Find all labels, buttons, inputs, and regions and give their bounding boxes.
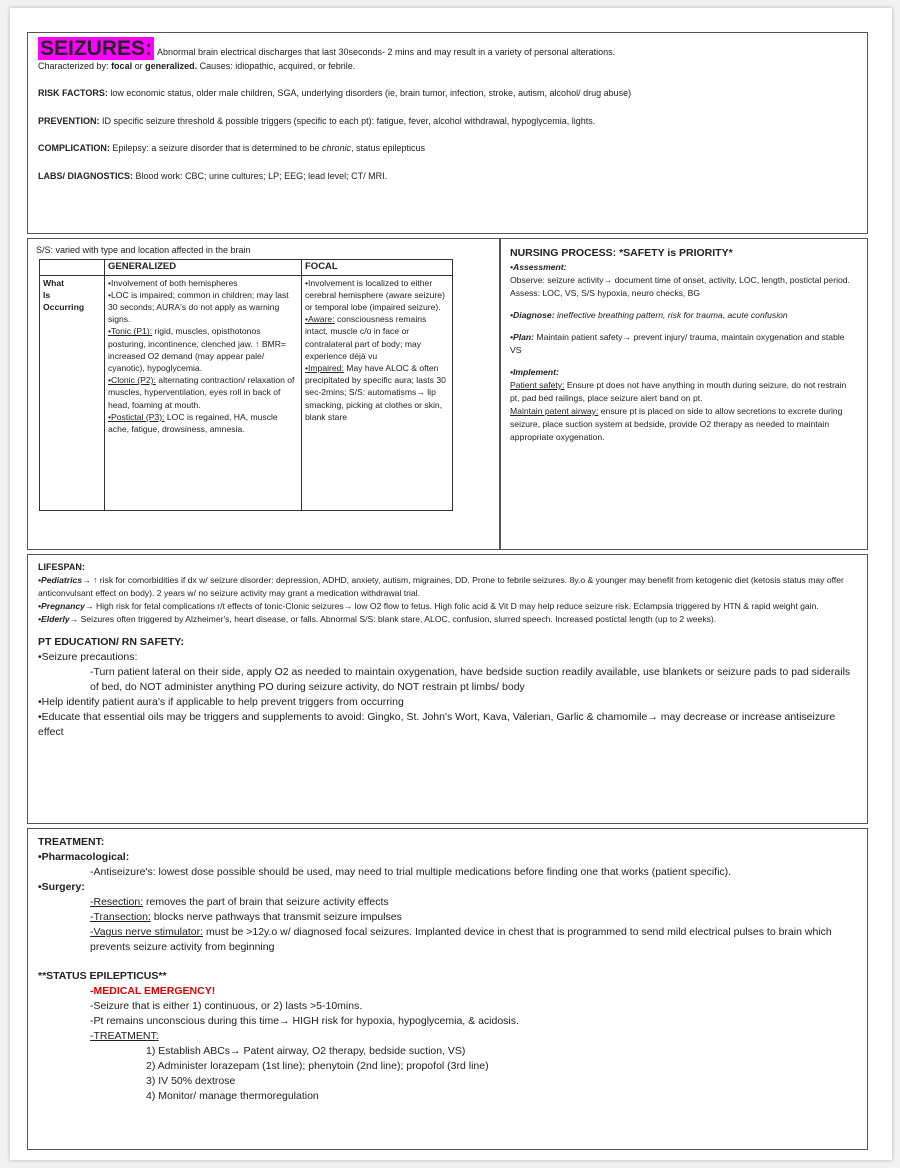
clonic-text: alternating contraction/ relaxation of muscles, hyperventilation, eyes roll in back of head, foaming at mouth.	[108, 375, 295, 410]
education-item: •Educate that essential oils may be triggers and supplements to avoid: Gingko, St. John's Wort, Kava, Valerian, Garlic & chamomile→ may decrease or increase antiseizure effect	[38, 711, 836, 739]
tonic-phase	[108, 325, 298, 374]
prevention-label: PREVENTION:	[38, 115, 100, 126]
education-item: •Help identify patient aura's if applicable to help prevent triggers from occurring	[38, 696, 404, 709]
table-corner	[40, 260, 105, 275]
ss-heading: S/S: varied with type and location affected in the brain	[36, 245, 251, 255]
labs-diagnostics	[38, 170, 857, 183]
definition-line	[38, 37, 857, 60]
aware-type	[305, 313, 449, 362]
pharm-label: •Pharmacological:	[38, 851, 130, 863]
impaired-type	[305, 362, 449, 423]
transection-label: -Transection:	[90, 911, 151, 923]
assessment-assess: Assess: LOC, VS, S/S hypoxia, neuro checks, BG	[510, 288, 701, 298]
elderly-text: Seizures often triggered by Alzheimer's, heart disease, or falls. Abnormal S/S: blank stare, ALOC, confusion, slurred speech. Increased postictal length (up to 2 weeks).	[80, 614, 717, 625]
impaired-text: May have ALOC & often precipitated by specific aura; lasts 30 sec-2mins; S/S: automatisms→ lip smacking, picking at clothes or skin, blank stare	[305, 363, 446, 422]
characterized-line	[38, 60, 857, 73]
clonic-phase	[108, 374, 298, 411]
status-step: 2) Administer lorazepam (1st line); phenytoin (2nd line); propofol (3rd line)	[146, 1060, 489, 1072]
row-label-line: Is	[43, 289, 51, 300]
generalized-term: generalized.	[145, 61, 198, 71]
tonic-text: rigid, muscles, opisthotonos posturing, incontinence, clenched jaw. ↑ BMR= increased O2 demand (may appear pale/ cyanotic), hypoglycemia.	[108, 326, 286, 374]
implement-label: •Implement:	[510, 367, 559, 377]
row-label-line: What	[43, 277, 65, 288]
nursing-process-section	[500, 238, 868, 550]
lifespan-education-section	[27, 554, 868, 824]
status-emergency: -MEDICAL EMERGENCY!	[90, 985, 216, 997]
focal-cell	[302, 275, 453, 510]
col-focal: FOCAL	[302, 260, 453, 275]
pediatrics-text: ↑ risk for comorbidities if dx w/ seizure disorder: depression, ADHD, anxiety, autism, migraines, DD. Prone to febrile seizures. 8y.o & younger may benefit from ketogenic diet (ketosis status may offer anticonvulsant effect on body). 2 years w/ no seizure activity may grant a medication withdrawal trial.	[38, 575, 844, 599]
plan-text: Maintain patient safety→ prevent injury/ trauma, maintain oxygenation and stable VS	[510, 332, 845, 355]
pharm-text: -Antiseizure's: lowest dose possible should be used, may need to trial multiple medications before finding one that works (patient specific).	[90, 866, 732, 878]
elderly	[38, 613, 857, 626]
definition-text: Abnormal brain electrical discharges that last 30seconds- 2 mins and may result in a variety of personal alterations.	[156, 47, 616, 57]
education-item: •Seizure precautions:	[38, 651, 138, 664]
complication	[38, 142, 857, 155]
page-title: SEIZURES:	[40, 37, 153, 60]
generalized-cell	[105, 275, 302, 510]
surgery-label: •Surgery:	[38, 881, 85, 893]
vagus-text: must be >12y.o w/ diagnosed focal seizures. Implanted device in chest that is programmed to send mild electrical pulses to brain which prevents seizure activity from beginning	[90, 926, 832, 953]
plan	[510, 331, 858, 357]
pregnancy	[38, 600, 857, 613]
pregnancy-label: •Pregnancy→	[38, 601, 94, 612]
vagus-stimulator	[38, 925, 857, 955]
tonic-label: •Tonic (P1):	[108, 326, 153, 337]
patient-safety	[510, 379, 858, 405]
focal-term: focal	[111, 61, 133, 71]
resection	[38, 895, 857, 910]
nursing-heading: NURSING PROCESS: *SAFETY is PRIORITY*	[510, 247, 733, 259]
cell-line: •Involvement of both hemispheres	[108, 277, 238, 288]
complication-label: COMPLICATION:	[38, 143, 110, 154]
postictal-text: LOC is regained, HA, muscle ache, fatigue, drowsiness, amnesia.	[108, 411, 278, 435]
complication-text: Epilepsy: a seizure disorder that is determined to be	[112, 143, 320, 154]
status-step: 3) IV 50% dextrose	[146, 1075, 236, 1087]
plan-label: •Plan:	[510, 332, 535, 342]
assessment-label: •Assessment:	[510, 262, 567, 272]
or-word: or	[134, 61, 143, 71]
resection-text: removes the part of brain that seizure activity effects	[146, 896, 389, 908]
row-label-line: Occurring	[43, 302, 85, 313]
safety-text: Ensure pt does not have anything in mouth during seizure, do not restrain pt, pad bed railings, place seizure alert band on pt.	[510, 380, 847, 403]
document-page	[10, 8, 892, 1160]
transection	[38, 910, 857, 925]
chronic-term: chronic	[321, 143, 351, 154]
aware-label: •Aware:	[305, 314, 335, 325]
vagus-label: -Vagus nerve stimulator:	[90, 926, 204, 938]
status-step: 1) Establish ABCs→ Patent airway, O2 therapy, bedside suction, VS)	[146, 1045, 466, 1057]
status-line: -Seizure that is either 1) continuous, or 2) lasts >5-10mins.	[90, 1000, 363, 1012]
postictal-phase	[108, 411, 298, 435]
patent-airway	[510, 405, 858, 444]
complication-text-end: , status epilepticus	[351, 143, 426, 154]
status-step: 4) Monitor/ manage thermoregulation	[146, 1090, 319, 1102]
pediatrics-label: •Pediatrics→	[38, 575, 91, 586]
pediatrics	[38, 574, 857, 600]
aware-text: consciousness remains intact, muscle c/o in face or contralateral part of body; may experience déjà vu	[305, 314, 427, 361]
safety-label: Patient safety:	[510, 380, 565, 390]
cell-line: •Involvement is localized to either cerebral hemisphere (aware seizure) or temporal lobe (impaired seizure).	[305, 277, 445, 313]
pregnancy-text: High risk for fetal complications r/t effects of tonic-Clonic seizures→ low O2 flow to fetus. High folic acid & Vit D may help reduce seizure risk. Eclampsia triggered by HTN & rapid weight gain.	[95, 601, 819, 612]
elderly-label: •Elderly→	[38, 614, 79, 625]
diagnose-text: ineffective breathing pattern, risk for trauma, acute confusion	[556, 310, 788, 320]
airway-text: ensure pt is placed on side to allow secretions to excrete during seizure, place suction system at bedside, provide O2 therapy as needed to maintain appropriate oxygenation.	[510, 406, 843, 442]
labs-label: LABS/ DIAGNOSTICS:	[38, 170, 134, 181]
impaired-label: •Impaired:	[305, 363, 344, 374]
overview-section	[27, 32, 868, 234]
status-treatment-label: -TREATMENT:	[90, 1030, 159, 1042]
diagnose	[510, 309, 858, 322]
ss-table	[39, 259, 453, 510]
prevention	[38, 115, 857, 128]
causes-text: Causes: idiopathic, acquired, or febrile.	[199, 61, 356, 71]
education-subitem: -Turn patient lateral on their side, apply O2 as needed to maintain oxygenation, have bedside suction readily available, use blankets or seizure pads to pad siderails of bed, do NOT administer anything PO during seizure activity, do NOT restrain pt limbs/ body	[90, 666, 851, 694]
labs-text: Blood work: CBC; urine cultures; LP; EEG; lead level; CT/ MRI.	[135, 170, 388, 181]
transection-text: blocks nerve pathways that transmit seizure impulses	[153, 911, 402, 923]
risk-text: low economic status, older male children, SGA, underlying disorders (ie, brain tumor, infection, stroke, autism, alcohol/ drug abuse)	[110, 88, 632, 99]
lifespan-heading: LIFESPAN:	[38, 562, 85, 572]
row-label	[40, 275, 105, 510]
diagnose-label: •Diagnose:	[510, 310, 555, 320]
clonic-label: •Clonic (P2):	[108, 375, 156, 386]
status-heading: **STATUS EPILEPTICUS**	[38, 970, 167, 982]
education-heading: PT EDUCATION/ RN SAFETY:	[38, 636, 185, 649]
cell-line: •LOC is impaired; common in children; may last 30 seconds; AURA's do not apply as warning signs.	[108, 289, 289, 325]
assessment-observe: Observe: seizure activity→ document time of onset, activity, LOC, length, postictal period.	[510, 275, 850, 285]
prevention-text: ID specific seizure threshold & possible triggers (specific to each pt): fatigue, fever, alcohol withdrawal, hypoglycemia, lights.	[102, 115, 596, 126]
characterized-label: Characterized by:	[38, 61, 109, 71]
risk-factors	[38, 87, 857, 100]
risk-label: RISK FACTORS:	[38, 88, 108, 99]
status-line: -Pt remains unconscious during this time→ HIGH risk for hypoxia, hypoglycemia, & acidosis.	[90, 1015, 519, 1027]
treatment-heading: TREATMENT:	[38, 836, 105, 848]
resection-label: -Resection:	[90, 896, 144, 908]
treatment-section	[27, 828, 868, 1150]
signs-symptoms-section	[27, 238, 500, 550]
col-generalized: GENERALIZED	[105, 260, 302, 275]
airway-label: Maintain patent airway:	[510, 406, 599, 416]
postictal-label: •Postictal (P3):	[108, 411, 165, 422]
